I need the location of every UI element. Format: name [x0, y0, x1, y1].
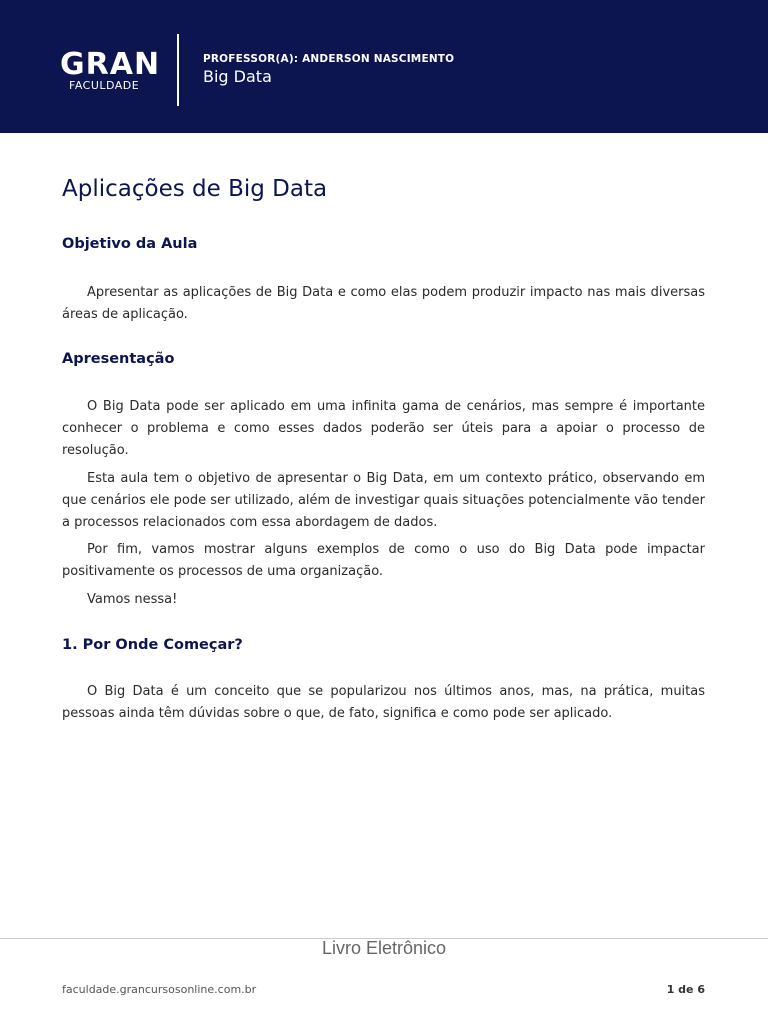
page-title: Aplicações de Big Data [62, 176, 328, 202]
paragraph: Vamos nessa! [87, 592, 178, 607]
paragraph: Por fim, vamos mostrar alguns exemplos de como o uso do Big Data pode impactar positivamente os processos de uma organização. [62, 542, 705, 579]
paragraph: Apresentar as aplicações de Big Data e como elas podem produzir impacto nas mais diversas áreas de aplicação. [62, 285, 705, 322]
section-heading-objetivo: Objetivo da Aula [62, 236, 198, 252]
logo-faculdade: FACULDADE [69, 79, 140, 92]
section-heading-por-onde-comecar: 1. Por Onde Começar? [62, 637, 243, 653]
professor-label: PROFESSOR(A): ANDERSON NASCIMENTO [203, 53, 455, 65]
paragraph: O Big Data é um conceito que se popularizou nos últimos anos, mas, na prática, muitas pessoas ainda têm dúvidas sobre o que, de fato, significa e como pode ser aplicado. [62, 684, 705, 721]
page-header [0, 0, 768, 133]
paragraph: O Big Data pode ser aplicado em uma infinita gama de cenários, mas sempre é importante conhecer o problema e como esses dados poderão ser úteis para a apoiar o processo de resolução. [62, 399, 705, 458]
footer-site: faculdade.grancursosonline.com.br [62, 983, 257, 996]
course-name: Big Data [203, 67, 272, 86]
paragraph: Esta aula tem o objetivo de apresentar o Big Data, em um contexto prático, observando em que cenários ele pode ser utilizado, além de investigar quais situações potencialmente vão tender a processos relacionados com essa abordagem de dados. [62, 471, 705, 530]
header-divider [177, 34, 179, 106]
page-number: 1 de 6 [666, 983, 705, 996]
logo-gran: GRAN [60, 47, 161, 82]
livro-eletronico-label: Livro Eletrônico [321, 938, 447, 958]
section-heading-apresentacao: Apresentação [62, 351, 175, 367]
